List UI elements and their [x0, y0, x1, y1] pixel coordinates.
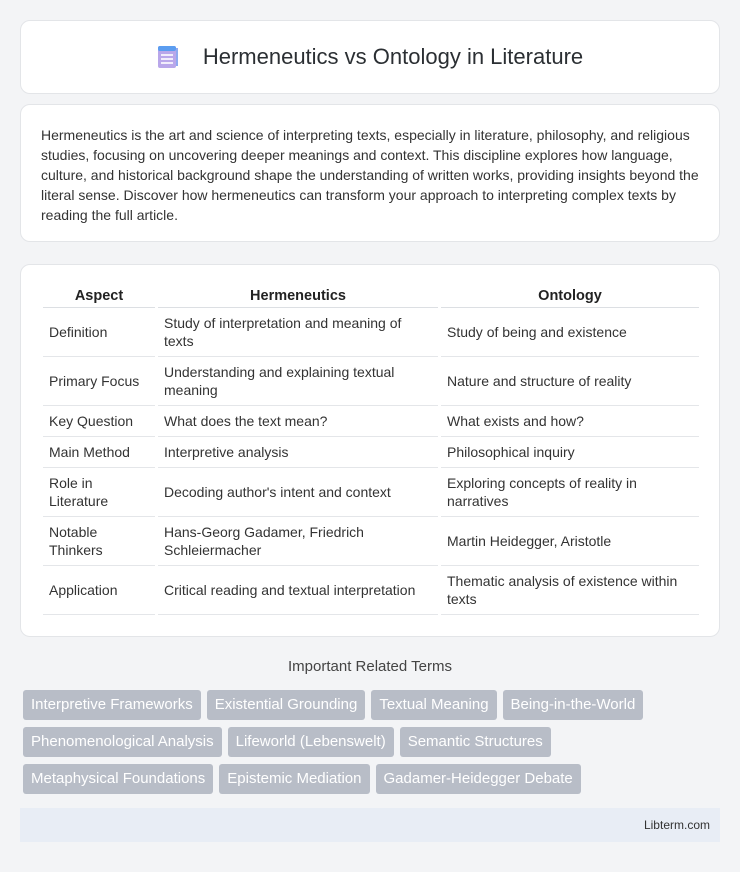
comparison-table-card: [20, 264, 720, 637]
table-cell: Notable Thinkers: [43, 517, 155, 566]
intro-card: [20, 104, 720, 242]
table-row: [43, 517, 699, 566]
table-cell: Study of being and existence: [441, 308, 699, 357]
related-terms-list: [23, 690, 723, 801]
related-term-tag[interactable]: Semantic Structures: [400, 727, 551, 757]
table-cell: Critical reading and textual interpretation: [158, 566, 438, 615]
table-cell: What exists and how?: [441, 406, 699, 437]
footer: [20, 808, 720, 842]
table-cell: What does the text mean?: [158, 406, 438, 437]
related-term-tag[interactable]: Lifeworld (Lebenswelt): [228, 727, 394, 757]
table-cell: Study of interpretation and meaning of texts: [158, 308, 438, 357]
book-icon: [157, 45, 179, 69]
table-cell: Application: [43, 566, 155, 615]
table-header-row: [43, 285, 699, 308]
table-cell: Philosophical inquiry: [441, 437, 699, 468]
related-term-tag[interactable]: Metaphysical Foundations: [23, 764, 213, 794]
related-term-tag[interactable]: Interpretive Frameworks: [23, 690, 201, 720]
table-cell: Main Method: [43, 437, 155, 468]
table-cell: Primary Focus: [43, 357, 155, 406]
related-term-tag[interactable]: Existential Grounding: [207, 690, 366, 720]
comparison-table: [43, 285, 699, 615]
footer-site-link[interactable]: Libterm.com: [643, 818, 710, 832]
table-row: [43, 308, 699, 357]
table-cell: Martin Heidegger, Aristotle: [441, 517, 699, 566]
related-term-tag[interactable]: Being-in-the-World: [503, 690, 644, 720]
related-terms-heading: Important Related Terms: [288, 658, 452, 675]
column-header: Hermeneutics: [158, 285, 438, 308]
column-header: Ontology: [441, 285, 699, 308]
table-cell: Thematic analysis of existence within texts: [441, 566, 699, 615]
table-cell: Decoding author's intent and context: [158, 468, 438, 517]
table-cell: Exploring concepts of reality in narratives: [441, 468, 699, 517]
column-header: Aspect: [43, 285, 155, 308]
related-term-tag[interactable]: Textual Meaning: [371, 690, 496, 720]
table-cell: Key Question: [43, 406, 155, 437]
table-cell: Understanding and explaining textual meaning: [158, 357, 438, 406]
table-cell: Role in Literature: [43, 468, 155, 517]
table-row: [43, 566, 699, 615]
title-card: [20, 20, 720, 94]
table-cell: Nature and structure of reality: [441, 357, 699, 406]
table-cell: Definition: [43, 308, 155, 357]
table-row: [43, 357, 699, 406]
table-cell: Hans-Georg Gadamer, Friedrich Schleiermacher: [158, 517, 438, 566]
table-row: [43, 468, 699, 517]
page-title: Hermeneutics vs Ontology in Literature: [202, 44, 584, 69]
table-row: [43, 437, 699, 468]
related-term-tag[interactable]: Gadamer-Heidegger Debate: [376, 764, 581, 794]
intro-text: Hermeneutics is the art and science of interpreting texts, especially in literature, philosophy, and religious studies, focusing on uncovering deeper meanings and context. This discipline explores how language, culture, and historical background shape the understanding of written works, providing insights beyond the literal sense. Discover how hermeneutics can transform your approach to interpreting complex texts by reading the full article.: [41, 127, 699, 223]
table-row: [43, 406, 699, 437]
related-term-tag[interactable]: Epistemic Mediation: [219, 764, 369, 794]
table-cell: Interpretive analysis: [158, 437, 438, 468]
related-term-tag[interactable]: Phenomenological Analysis: [23, 727, 222, 757]
